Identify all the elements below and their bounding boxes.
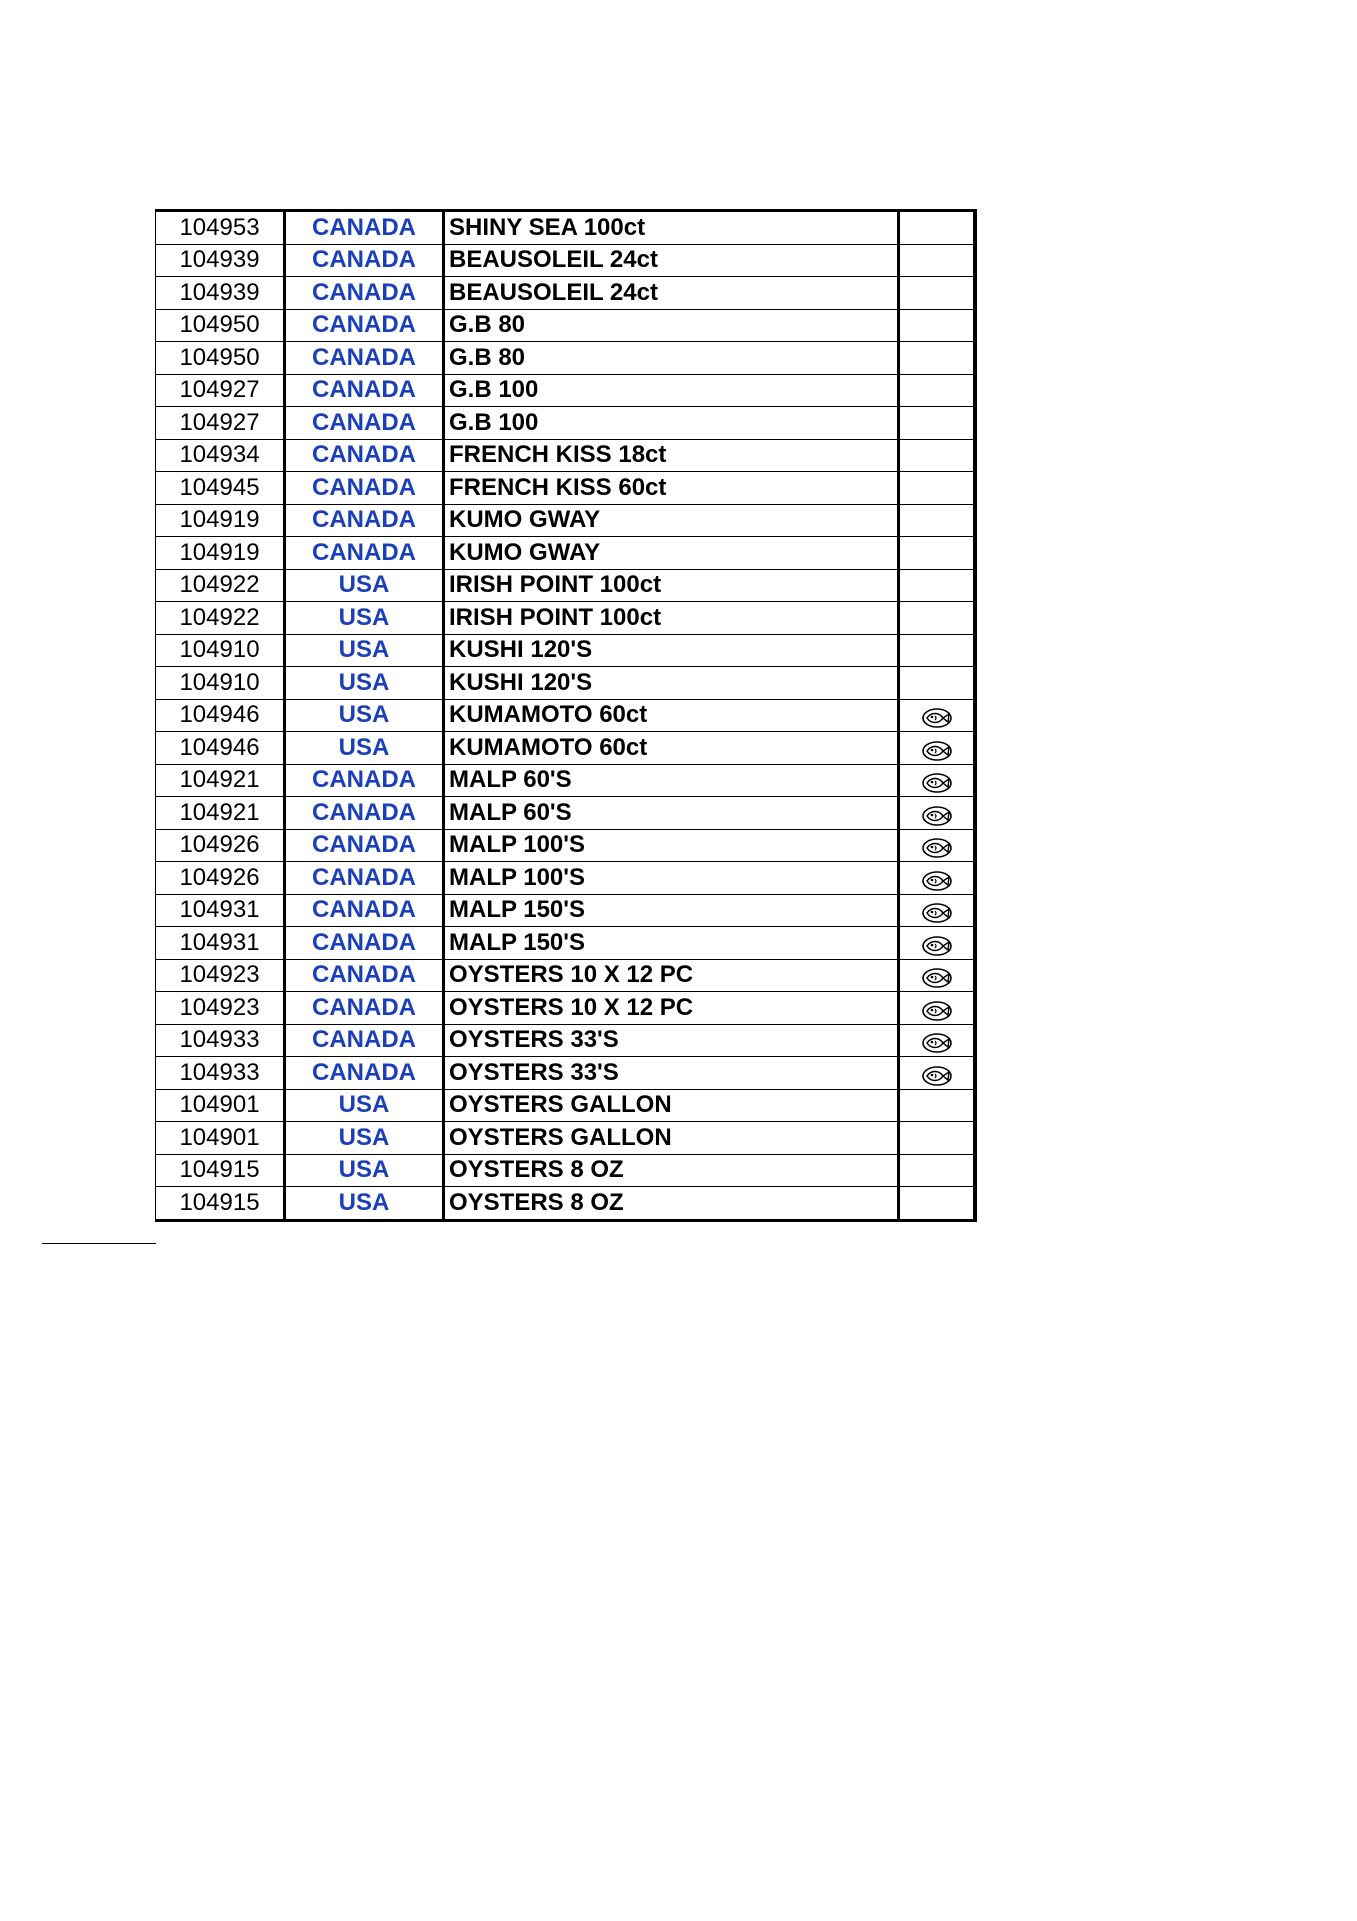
product-name-cell: IRISH POINT 100ct: [444, 602, 899, 635]
product-name-cell: FRENCH KISS 18ct: [444, 439, 899, 472]
origin-cell: CANADA: [285, 342, 444, 375]
table-row: [156, 667, 976, 700]
item-code-cell: 104950: [156, 342, 285, 375]
mark-cell: [899, 309, 976, 342]
product-table-body: [156, 211, 976, 1221]
origin-cell: USA: [285, 634, 444, 667]
table-row: [156, 211, 976, 245]
item-code-cell: 104927: [156, 374, 285, 407]
origin-cell: CANADA: [285, 829, 444, 862]
origin-cell: CANADA: [285, 927, 444, 960]
origin-cell: CANADA: [285, 407, 444, 440]
mark-cell: [899, 992, 976, 1025]
item-code-cell: 104931: [156, 894, 285, 927]
item-code-cell: 104915: [156, 1154, 285, 1187]
table-row: [156, 862, 976, 895]
product-name-cell: MALP 60'S: [444, 797, 899, 830]
mark-cell: [899, 1122, 976, 1155]
mark-cell: [899, 667, 976, 700]
origin-cell: CANADA: [285, 959, 444, 992]
fish-stamp-icon: [921, 772, 953, 794]
mark-cell: [899, 244, 976, 277]
mark-cell: [899, 862, 976, 895]
origin-cell: USA: [285, 1089, 444, 1122]
mark-cell: [899, 1187, 976, 1221]
table-row: [156, 699, 976, 732]
item-code-cell: 104915: [156, 1187, 285, 1221]
item-code-cell: 104901: [156, 1122, 285, 1155]
table-row: [156, 472, 976, 505]
origin-cell: CANADA: [285, 1057, 444, 1090]
fish-stamp-icon: [921, 740, 953, 762]
mark-cell: [899, 797, 976, 830]
table-row: [156, 1154, 976, 1187]
table-row: [156, 797, 976, 830]
origin-cell: USA: [285, 602, 444, 635]
mark-cell: [899, 537, 976, 570]
item-code-cell: 104901: [156, 1089, 285, 1122]
item-code-cell: 104922: [156, 569, 285, 602]
item-code-cell: 104910: [156, 634, 285, 667]
table-row: [156, 764, 976, 797]
table-row: [156, 569, 976, 602]
fish-stamp-icon: [921, 837, 953, 859]
table-row: [156, 277, 976, 310]
mark-cell: [899, 569, 976, 602]
product-name-cell: KUSHI 120'S: [444, 667, 899, 700]
mark-cell: [899, 1057, 976, 1090]
product-name-cell: FRENCH KISS 60ct: [444, 472, 899, 505]
table-row: [156, 537, 976, 570]
product-name-cell: MALP 150'S: [444, 894, 899, 927]
product-name-cell: KUSHI 120'S: [444, 634, 899, 667]
table-row: [156, 309, 976, 342]
product-name-cell: SHINY SEA 100ct: [444, 211, 899, 245]
product-name-cell: G.B 100: [444, 374, 899, 407]
table-row: [156, 407, 976, 440]
origin-cell: CANADA: [285, 504, 444, 537]
mark-cell: [899, 764, 976, 797]
item-code-cell: 104921: [156, 764, 285, 797]
mark-cell: [899, 699, 976, 732]
mark-cell: [899, 211, 976, 245]
item-code-cell: 104919: [156, 537, 285, 570]
mark-cell: [899, 407, 976, 440]
item-code-cell: 104922: [156, 602, 285, 635]
fish-stamp-icon: [921, 1032, 953, 1054]
item-code-cell: 104923: [156, 992, 285, 1025]
product-name-cell: OYSTERS GALLON: [444, 1089, 899, 1122]
table-row: [156, 244, 976, 277]
item-code-cell: 104926: [156, 862, 285, 895]
product-name-cell: MALP 150'S: [444, 927, 899, 960]
origin-cell: CANADA: [285, 439, 444, 472]
table-row: [156, 732, 976, 765]
origin-cell: USA: [285, 569, 444, 602]
table-row: [156, 829, 976, 862]
item-code-cell: 104939: [156, 277, 285, 310]
table-row: [156, 1024, 976, 1057]
item-code-cell: 104919: [156, 504, 285, 537]
item-code-cell: 104934: [156, 439, 285, 472]
mark-cell: [899, 829, 976, 862]
origin-cell: CANADA: [285, 797, 444, 830]
origin-cell: CANADA: [285, 537, 444, 570]
product-name-cell: KUMAMOTO 60ct: [444, 732, 899, 765]
mark-cell: [899, 1154, 976, 1187]
product-name-cell: OYSTERS GALLON: [444, 1122, 899, 1155]
item-code-cell: 104950: [156, 309, 285, 342]
table-row: [156, 342, 976, 375]
origin-cell: CANADA: [285, 764, 444, 797]
table-row: [156, 894, 976, 927]
origin-cell: CANADA: [285, 277, 444, 310]
mark-cell: [899, 342, 976, 375]
table-row: [156, 1122, 976, 1155]
item-code-cell: 104939: [156, 244, 285, 277]
origin-cell: CANADA: [285, 1024, 444, 1057]
table-row: [156, 602, 976, 635]
mark-cell: [899, 439, 976, 472]
fish-stamp-icon: [921, 707, 953, 729]
product-name-cell: OYSTERS 33'S: [444, 1057, 899, 1090]
product-name-cell: KUMAMOTO 60ct: [444, 699, 899, 732]
fish-stamp-icon: [921, 805, 953, 827]
origin-cell: USA: [285, 667, 444, 700]
product-name-cell: OYSTERS 8 OZ: [444, 1154, 899, 1187]
product-name-cell: G.B 80: [444, 309, 899, 342]
product-name-cell: BEAUSOLEIL 24ct: [444, 277, 899, 310]
product-name-cell: G.B 80: [444, 342, 899, 375]
mark-cell: [899, 894, 976, 927]
item-code-cell: 104933: [156, 1057, 285, 1090]
mark-cell: [899, 504, 976, 537]
origin-cell: CANADA: [285, 992, 444, 1025]
table-row: [156, 634, 976, 667]
item-code-cell: 104931: [156, 927, 285, 960]
product-name-cell: KUMO GWAY: [444, 537, 899, 570]
table-row: [156, 927, 976, 960]
table-row: [156, 959, 976, 992]
mark-cell: [899, 1089, 976, 1122]
item-code-cell: 104945: [156, 472, 285, 505]
origin-cell: CANADA: [285, 472, 444, 505]
item-code-cell: 104923: [156, 959, 285, 992]
origin-cell: USA: [285, 1122, 444, 1155]
product-name-cell: G.B 100: [444, 407, 899, 440]
table-row: [156, 992, 976, 1025]
origin-cell: USA: [285, 699, 444, 732]
product-name-cell: IRISH POINT 100ct: [444, 569, 899, 602]
product-name-cell: OYSTERS 10 X 12 PC: [444, 992, 899, 1025]
origin-cell: CANADA: [285, 309, 444, 342]
fish-stamp-icon: [921, 902, 953, 924]
item-code-cell: 104910: [156, 667, 285, 700]
table-row: [156, 1187, 976, 1221]
fish-stamp-icon: [921, 1065, 953, 1087]
fish-stamp-icon: [921, 870, 953, 892]
product-name-cell: OYSTERS 10 X 12 PC: [444, 959, 899, 992]
mark-cell: [899, 634, 976, 667]
mark-cell: [899, 1024, 976, 1057]
product-name-cell: MALP 100'S: [444, 862, 899, 895]
mark-cell: [899, 732, 976, 765]
product-name-cell: BEAUSOLEIL 24ct: [444, 244, 899, 277]
product-name-cell: MALP 100'S: [444, 829, 899, 862]
origin-cell: USA: [285, 1154, 444, 1187]
origin-cell: CANADA: [285, 374, 444, 407]
product-name-cell: OYSTERS 33'S: [444, 1024, 899, 1057]
origin-cell: CANADA: [285, 862, 444, 895]
mark-cell: [899, 277, 976, 310]
product-table: [155, 209, 977, 1222]
origin-cell: CANADA: [285, 244, 444, 277]
item-code-cell: 104927: [156, 407, 285, 440]
item-code-cell: 104946: [156, 699, 285, 732]
table-row: [156, 374, 976, 407]
table-row: [156, 439, 976, 472]
left-margin-rule: [42, 1243, 156, 1244]
fish-stamp-icon: [921, 967, 953, 989]
item-code-cell: 104926: [156, 829, 285, 862]
table-row: [156, 1089, 976, 1122]
item-code-cell: 104953: [156, 211, 285, 245]
product-name-cell: MALP 60'S: [444, 764, 899, 797]
origin-cell: USA: [285, 732, 444, 765]
mark-cell: [899, 927, 976, 960]
mark-cell: [899, 374, 976, 407]
mark-cell: [899, 959, 976, 992]
product-name-cell: KUMO GWAY: [444, 504, 899, 537]
item-code-cell: 104946: [156, 732, 285, 765]
item-code-cell: 104933: [156, 1024, 285, 1057]
origin-cell: USA: [285, 1187, 444, 1221]
table-row: [156, 504, 976, 537]
product-name-cell: OYSTERS 8 OZ: [444, 1187, 899, 1221]
origin-cell: CANADA: [285, 894, 444, 927]
origin-cell: CANADA: [285, 211, 444, 245]
table-row: [156, 1057, 976, 1090]
item-code-cell: 104921: [156, 797, 285, 830]
fish-stamp-icon: [921, 935, 953, 957]
mark-cell: [899, 472, 976, 505]
mark-cell: [899, 602, 976, 635]
fish-stamp-icon: [921, 1000, 953, 1022]
